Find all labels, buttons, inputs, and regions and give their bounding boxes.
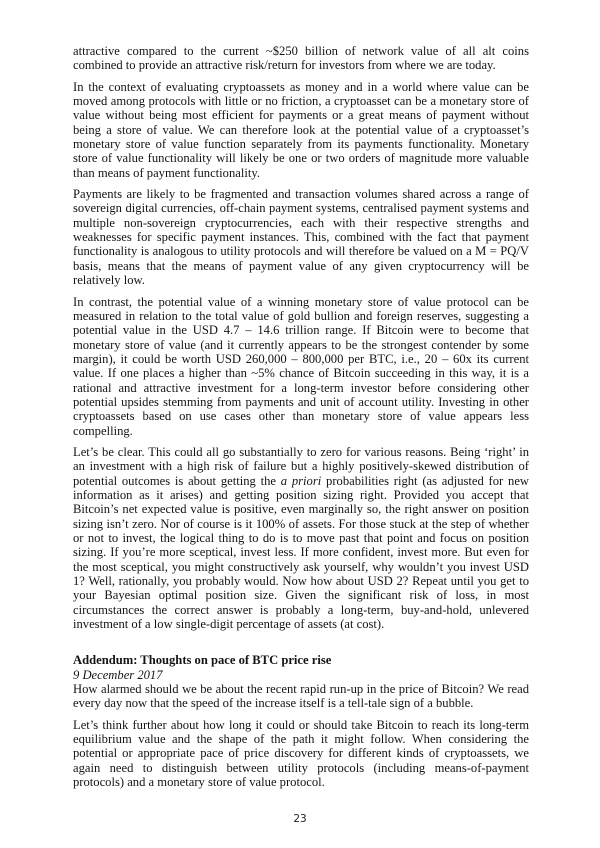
paragraph-lets-be-clear [73,445,529,631]
paragraph-text: Let’s be clear. This could all go substantially to zero for various reasons. Being ‘right’ in an investment with a high risk of failure but a highly positively-skewed distribution of potential outcomes is about getting the [73,444,529,488]
addendum-paragraph-equilibrium: Let’s think further about how long it could or should take Bitcoin to reach its long-term equilibrium value and the shape of the path it might follow. When considering the potential or appropriate pace of price discovery for different kinds of cryptoassets, we again need to distinguish between utility protocols (including means-of-payment protocols) and a monetary store of value protocol. [73,717,529,790]
paragraph-monetary-value [73,295,529,438]
paragraph-italic-term: a priori [280,473,322,488]
paragraph-text: probabilities right (as adjusted for new information as it arises) and getting position sizing right. Provided you accept that Bitcoin’s net expected value is positive, even marginally so, the right answer on position sizing isn’t zero. Nor of course is it 100% of assets. For those stuck at the step of whether or not to invest, the logical thing to do is to move past that point and focus on position sizing. If you’re more sceptical, invest less. If more confident, invest more. But even for the most sceptical, you might constructively ask yourself, why wouldn’t you invest USD 1? Well, rationally, you probably would. Now how about USD 2? Repeat until you get to your Bayesian optimal position size. Given the significant risk of loss, in most circumstances the correct answer is probably a long-term, buy-and-hold, unlevered investment of a low single-digit percentage of assets (at cost). [73,473,530,632]
paragraph-text: attractive compared to the current ~$250 billion of network value of all alt coins combined to provide an attractive risk/return for investors from where we are today. [73,44,529,73]
addendum-paragraph-alarmed: How alarmed should we be about the recent rapid run-up in the price of Bitcoin? We read every day now that the speed of the increase itself is a tell-tale sign of a bubble. [73,682,529,711]
document-page [73,44,529,797]
paragraph-payments [73,187,529,287]
addendum-heading: Addendum: Thoughts on pace of BTC price rise [73,653,332,668]
page-number: 23 [293,813,307,825]
paragraph-text: Payments are likely to be fragmented and transaction volumes shared across a range of sovereign digital currencies, off-chain payment systems, centralised payment systems and multiple non-sovereign cryptocurrencies, each with their respective strengths and weaknesses for specific payment instances. This, combined with the fact that payment functionality is analogous to utility protocols and will therefore be valued on a M = PQ/V basis, means that the means of payment value of any given cryptocurrency will be relatively low. [73,187,529,288]
paragraph-store-of-value [73,80,529,180]
paragraph-alt-coins [73,44,529,73]
paragraph-text: In the context of evaluating cryptoassets as money and in a world where value can be moved among protocols with little or no friction, a cryptoasset can be a monetary store of value without being most efficient for payments or a great means of payment without being a store of value. We can therefore look at the potential value of a cryptoasset’s monetary store of value function separately from its payments functionality. Monetary store of value functionality will likely be one or two orders of magnitude more valuable than means of payment functionality. [73,79,529,180]
paragraph-text: In contrast, the potential value of a winning monetary store of value protocol can be measured in relation to the total value of gold bullion and foreign reserves, suggesting a potential value in the USD 4.7 – 14.6 trillion range. If Bitcoin were to become that monetary store of value (and it currently appears to be the strongest contender by some margin), it could be worth USD 260,000 – 800,000 per BTC, i.e., 20 – 60x its current value. If one places a higher than ~5% chance of Bitcoin succeeding in this way, it is a rational and attractive investment for a long-term investor before considering other potential upsides stemming from payments and unit of account utility. Investing in other cryptoassets based on use cases other than monetary store of value appears less compelling. [73,294,529,438]
addendum-date: 9 December 2017 [73,667,163,682]
